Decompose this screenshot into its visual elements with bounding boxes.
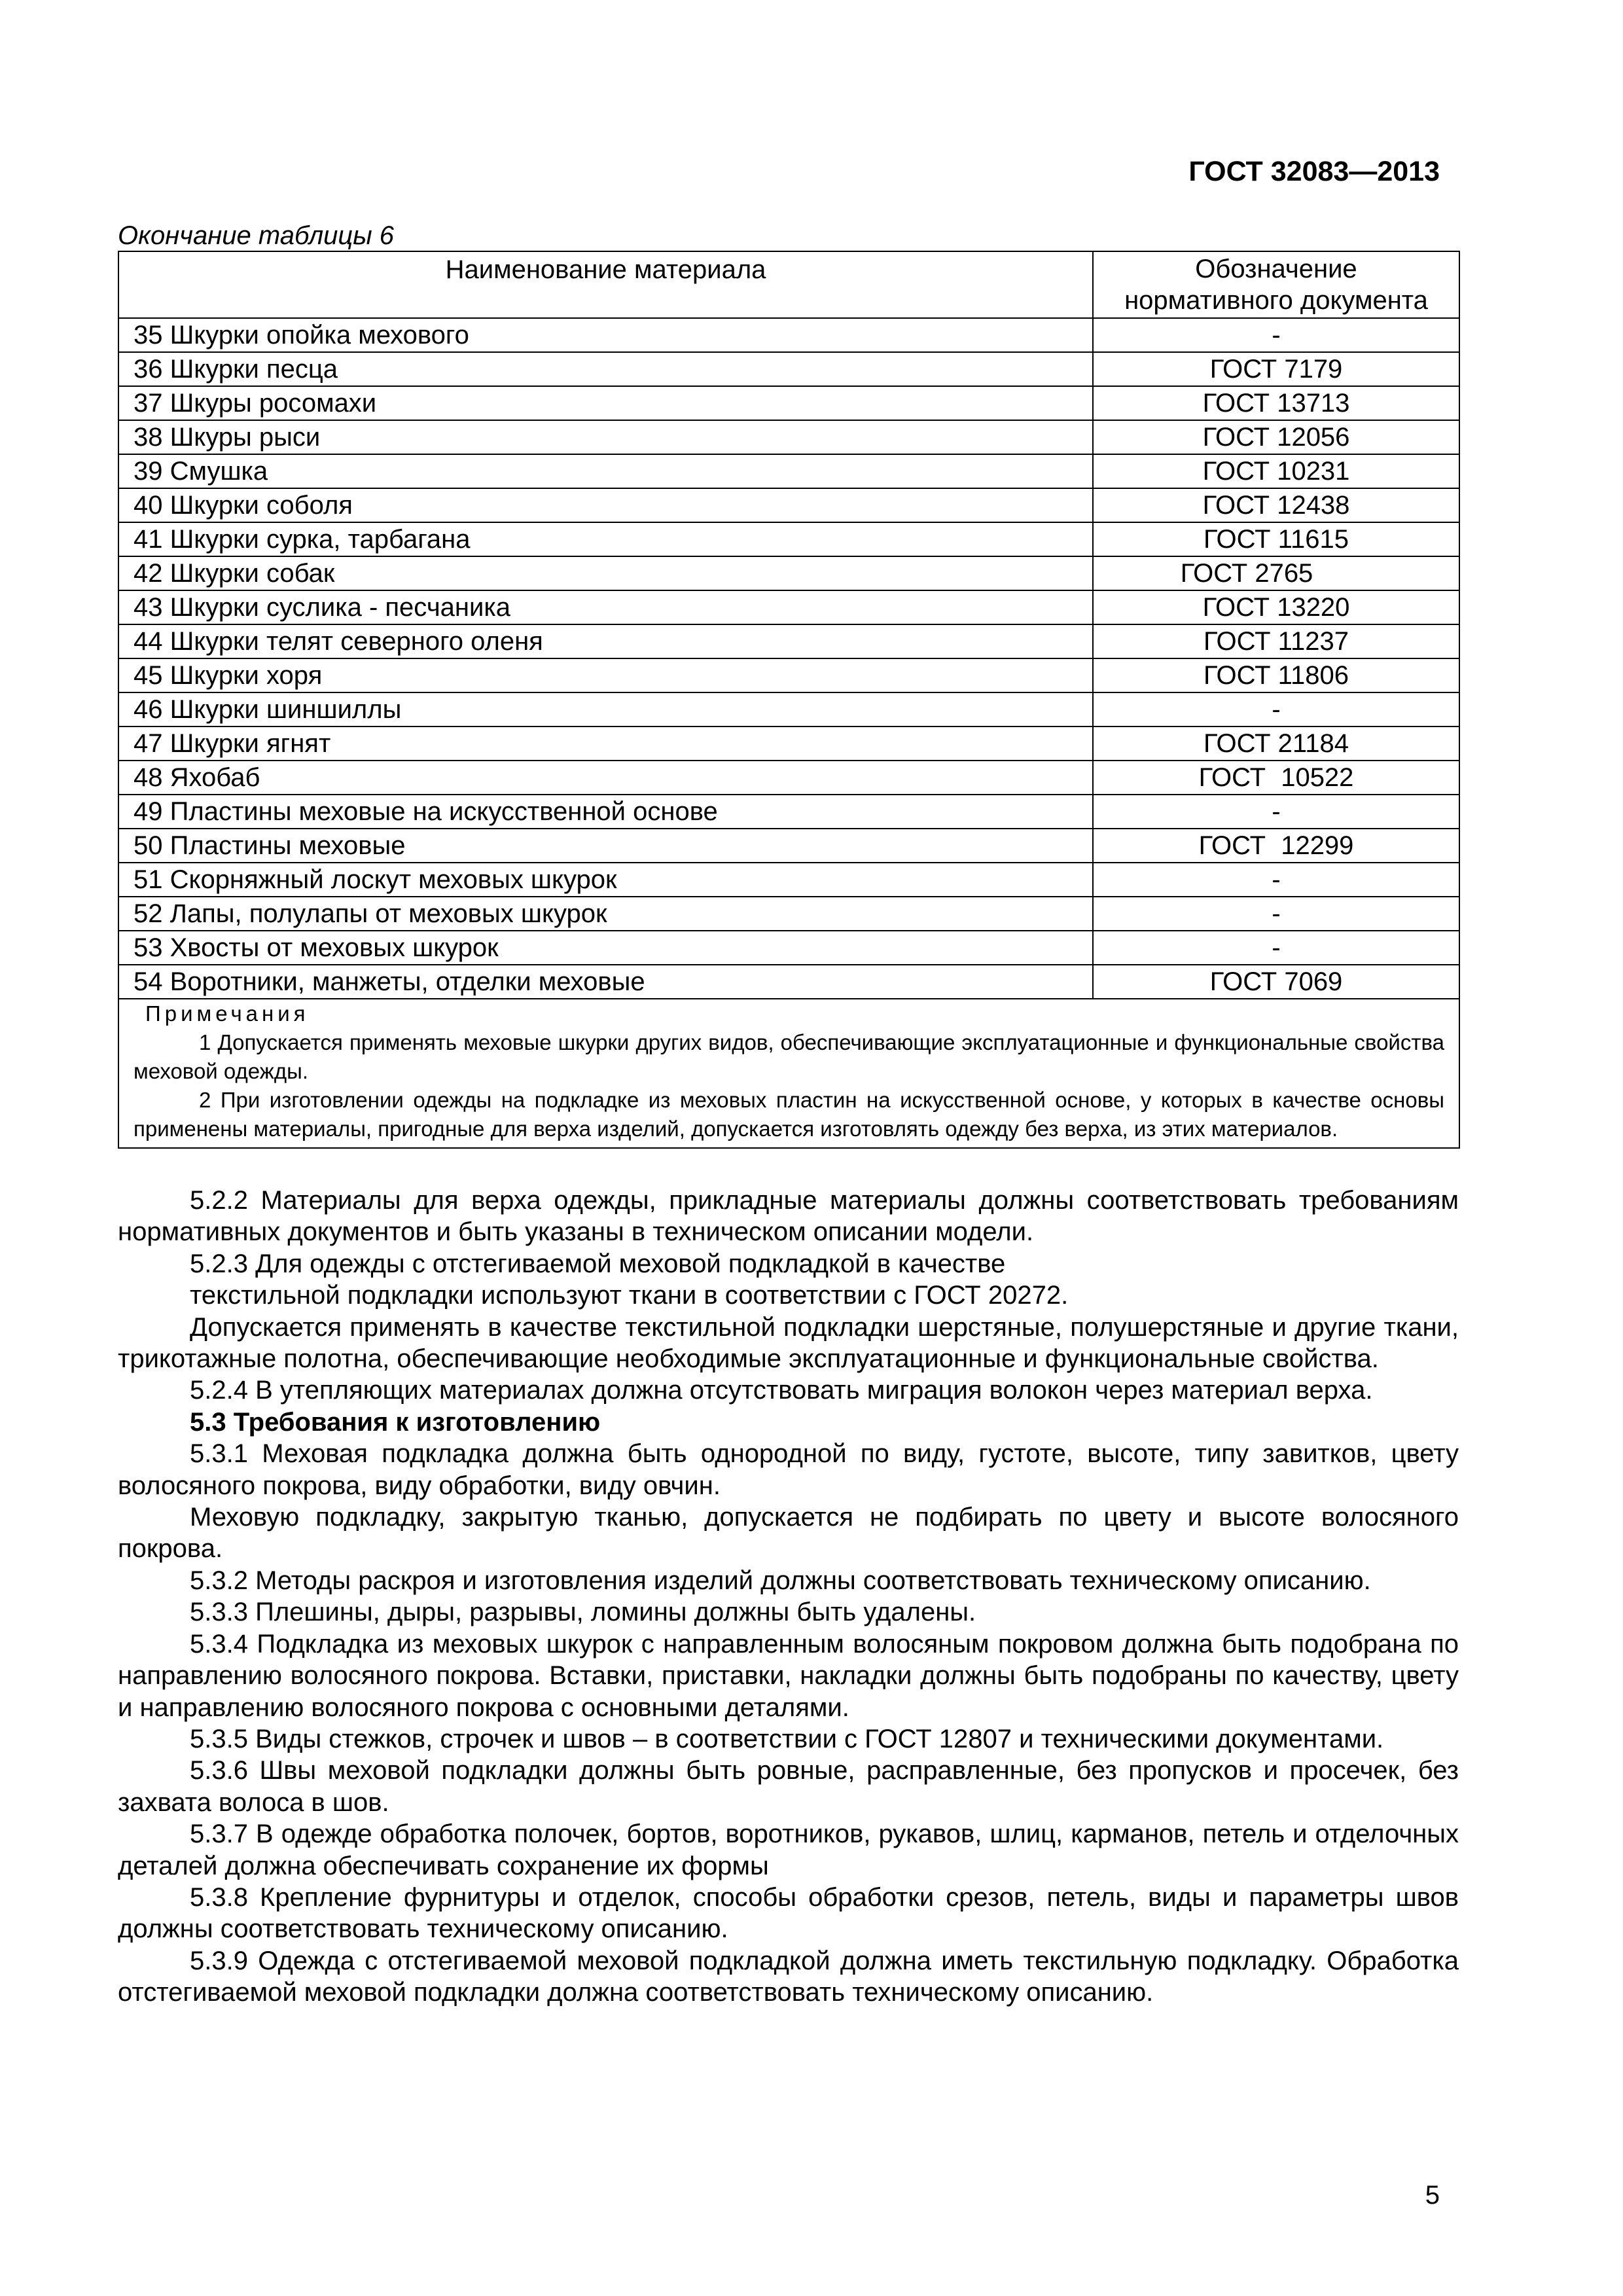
paragraph-5-3-1-cont: Меховую подкладку, закрытую тканью, допускается не подбирать по цвету и высоте волосяного покрова. — [118, 1503, 1459, 1564]
table-notes-row — [118, 999, 1459, 1148]
table-row — [118, 488, 1459, 522]
paragraph-5-2-3-line1: 5.2.3 Для одежды с отстегиваемой меховой подкладкой в качестве — [190, 1249, 1006, 1278]
table-row — [118, 931, 1459, 965]
material-document: ГОСТ 7069 — [1093, 965, 1459, 999]
paragraph-5-2-4: 5.2.4 В утепляющих материалах должна отсутствовать миграция волокон через материал верха. — [190, 1376, 1373, 1405]
material-document: ГОСТ 10522 — [1093, 761, 1459, 795]
body-text — [118, 1185, 1459, 2009]
material-document: - — [1093, 931, 1459, 965]
material-name: 41 Шкурки сурка, тарбагана — [118, 522, 1093, 556]
table-row — [118, 556, 1459, 590]
table-row — [118, 590, 1459, 624]
table-caption: Окончание таблицы 6 — [118, 221, 395, 250]
material-document: ГОСТ 12056 — [1093, 420, 1459, 454]
material-name: 39 Смушка — [118, 454, 1093, 488]
standard-code: ГОСТ 32083—2013 — [1188, 156, 1440, 187]
material-name: 47 Шкурки ягнят — [118, 726, 1093, 761]
section-heading-5-3: 5.3 Требования к изготовлению — [190, 1407, 601, 1437]
table-row — [118, 897, 1459, 931]
material-name: 52 Лапы, полулапы от меховых шкурок — [118, 897, 1093, 931]
materials-table — [118, 251, 1460, 1149]
table-row — [118, 318, 1459, 352]
material-document: ГОСТ 21184 — [1093, 726, 1459, 761]
material-document: - — [1093, 318, 1459, 352]
table-header-row — [118, 251, 1459, 318]
material-document: ГОСТ 13713 — [1093, 386, 1459, 420]
column-header-document — [1093, 251, 1459, 318]
material-name: 40 Шкурки соболя — [118, 488, 1093, 522]
material-document: - — [1093, 795, 1459, 829]
material-name: 44 Шкурки телят северного оленя — [118, 624, 1093, 658]
table-row — [118, 658, 1459, 692]
paragraph-5-3-2: 5.3.2 Методы раскроя и изготовления изделий должны соответствовать техническому описанию. — [190, 1566, 1371, 1595]
material-name: 48 Яхобаб — [118, 761, 1093, 795]
material-document: ГОСТ 2765 — [1093, 556, 1459, 590]
table-row — [118, 624, 1459, 658]
material-name: 50 Пластины меховые — [118, 829, 1093, 863]
material-name: 49 Пластины меховые на искусственной основе — [118, 795, 1093, 829]
material-name: 53 Хвосты от меховых шкурок — [118, 931, 1093, 965]
column-header-document-line2: нормативного документа — [1124, 286, 1428, 315]
material-name: 46 Шкурки шиншиллы — [118, 692, 1093, 726]
notes-title: Примечания — [145, 1001, 310, 1026]
note-1: 1 Допускается применять меховые шкурки других видов, обеспечивающие эксплуатационные и функциональные свойства меховой одежды. — [134, 1030, 1444, 1083]
material-name: 38 Шкуры рыси — [118, 420, 1093, 454]
material-document: - — [1093, 863, 1459, 897]
table-row — [118, 692, 1459, 726]
material-name: 43 Шкурки суслика - песчаника — [118, 590, 1093, 624]
table-row — [118, 386, 1459, 420]
material-document: ГОСТ 7179 — [1093, 352, 1459, 386]
table-row — [118, 863, 1459, 897]
paragraph-5-2-3-cont: Допускается применять в качестве текстильной подкладки шерстяные, полушерстяные и другие ткани, трикотажные полотна, обеспечивающие необходимые эксплуатационные и функциональные свойства. — [118, 1312, 1459, 1374]
material-document: ГОСТ 12299 — [1093, 829, 1459, 863]
paragraph-5-2-2: 5.2.2 Материалы для верха одежды, прикладные материалы должны соответствовать требованиям нормативных документов и быть указаны в техническом описании модели. — [118, 1186, 1459, 1247]
material-name: 35 Шкурки опойка мехового — [118, 318, 1093, 352]
column-header-name: Наименование материала — [118, 251, 1093, 318]
material-name: 54 Воротники, манжеты, отделки меховые — [118, 965, 1093, 999]
paragraph-5-3-9: 5.3.9 Одежда с отстегиваемой меховой подкладкой должна иметь текстильную подкладку. Обработка отстегиваемой меховой подкладки должна соответствовать техническому описанию. — [118, 1946, 1459, 2007]
table-row — [118, 761, 1459, 795]
paragraph-5-3-5: 5.3.5 Виды стежков, строчек и швов – в соответствии с ГОСТ 12807 и техническими документами. — [190, 1724, 1384, 1753]
paragraph-5-3-8: 5.3.8 Крепление фурнитуры и отделок, способы обработки срезов, петель, виды и параметры швов должны соответствовать техническому описанию. — [118, 1882, 1459, 1944]
paragraph-5-3-1: 5.3.1 Меховая подкладка должна быть однородной по виду, густоте, высоте, типу завитков, цвету волосяного покрова, виду обработки, виду овчин. — [118, 1439, 1459, 1500]
note-2: 2 При изготовлении одежды на подкладке из меховых пластин на искусственной основе, у которых в качестве основы применены материалы, пригодные для верха изделий, допускается изготовлять одежду без верха, из этих материалов. — [134, 1088, 1444, 1141]
material-document: ГОСТ 10231 — [1093, 454, 1459, 488]
material-name: 37 Шкуры росомахи — [118, 386, 1093, 420]
material-document: - — [1093, 692, 1459, 726]
page-number: 5 — [1425, 2181, 1440, 2210]
material-name: 45 Шкурки хоря — [118, 658, 1093, 692]
material-document: ГОСТ 11237 — [1093, 624, 1459, 658]
table-row — [118, 965, 1459, 999]
table-row — [118, 726, 1459, 761]
material-document: ГОСТ 11615 — [1093, 522, 1459, 556]
table-notes — [118, 999, 1459, 1148]
table-row — [118, 352, 1459, 386]
paragraph-5-2-3-line2: текстильной подкладки используют ткани в соответствии с ГОСТ 20272. — [190, 1281, 1069, 1310]
paragraph-5-3-3: 5.3.3 Плешины, дыры, разрывы, ломины должны быть удалены. — [190, 1598, 976, 1627]
material-name: 51 Скорняжный лоскут меховых шкурок — [118, 863, 1093, 897]
material-document: - — [1093, 897, 1459, 931]
material-document: ГОСТ 12438 — [1093, 488, 1459, 522]
paragraph-5-3-6: 5.3.6 Швы меховой подкладки должны быть ровные, расправленные, без пропусков и просечек, без захвата волоса в шов. — [118, 1756, 1459, 1817]
table-row — [118, 829, 1459, 863]
material-document: ГОСТ 11806 — [1093, 658, 1459, 692]
table-row — [118, 454, 1459, 488]
material-document: ГОСТ 13220 — [1093, 590, 1459, 624]
material-name: 36 Шкурки песца — [118, 352, 1093, 386]
table-row — [118, 522, 1459, 556]
material-name: 42 Шкурки собак — [118, 556, 1093, 590]
paragraph-5-3-4: 5.3.4 Подкладка из меховых шкурок с направленным волосяным покровом должна быть подобрана по направлению волосяного покрова. Вставки, приставки, накладки должны быть подобраны по качеству, цвету и направлению волосяного покрова с основными деталями. — [118, 1629, 1459, 1722]
table-row — [118, 795, 1459, 829]
paragraph-5-3-7: 5.3.7 В одежде обработка полочек, бортов, воротников, рукавов, шлиц, карманов, петель и отделочных деталей должна обеспечивать сохранение их формы — [118, 1820, 1459, 1880]
table-row — [118, 420, 1459, 454]
column-header-document-line1: Обозначение — [1195, 255, 1357, 283]
